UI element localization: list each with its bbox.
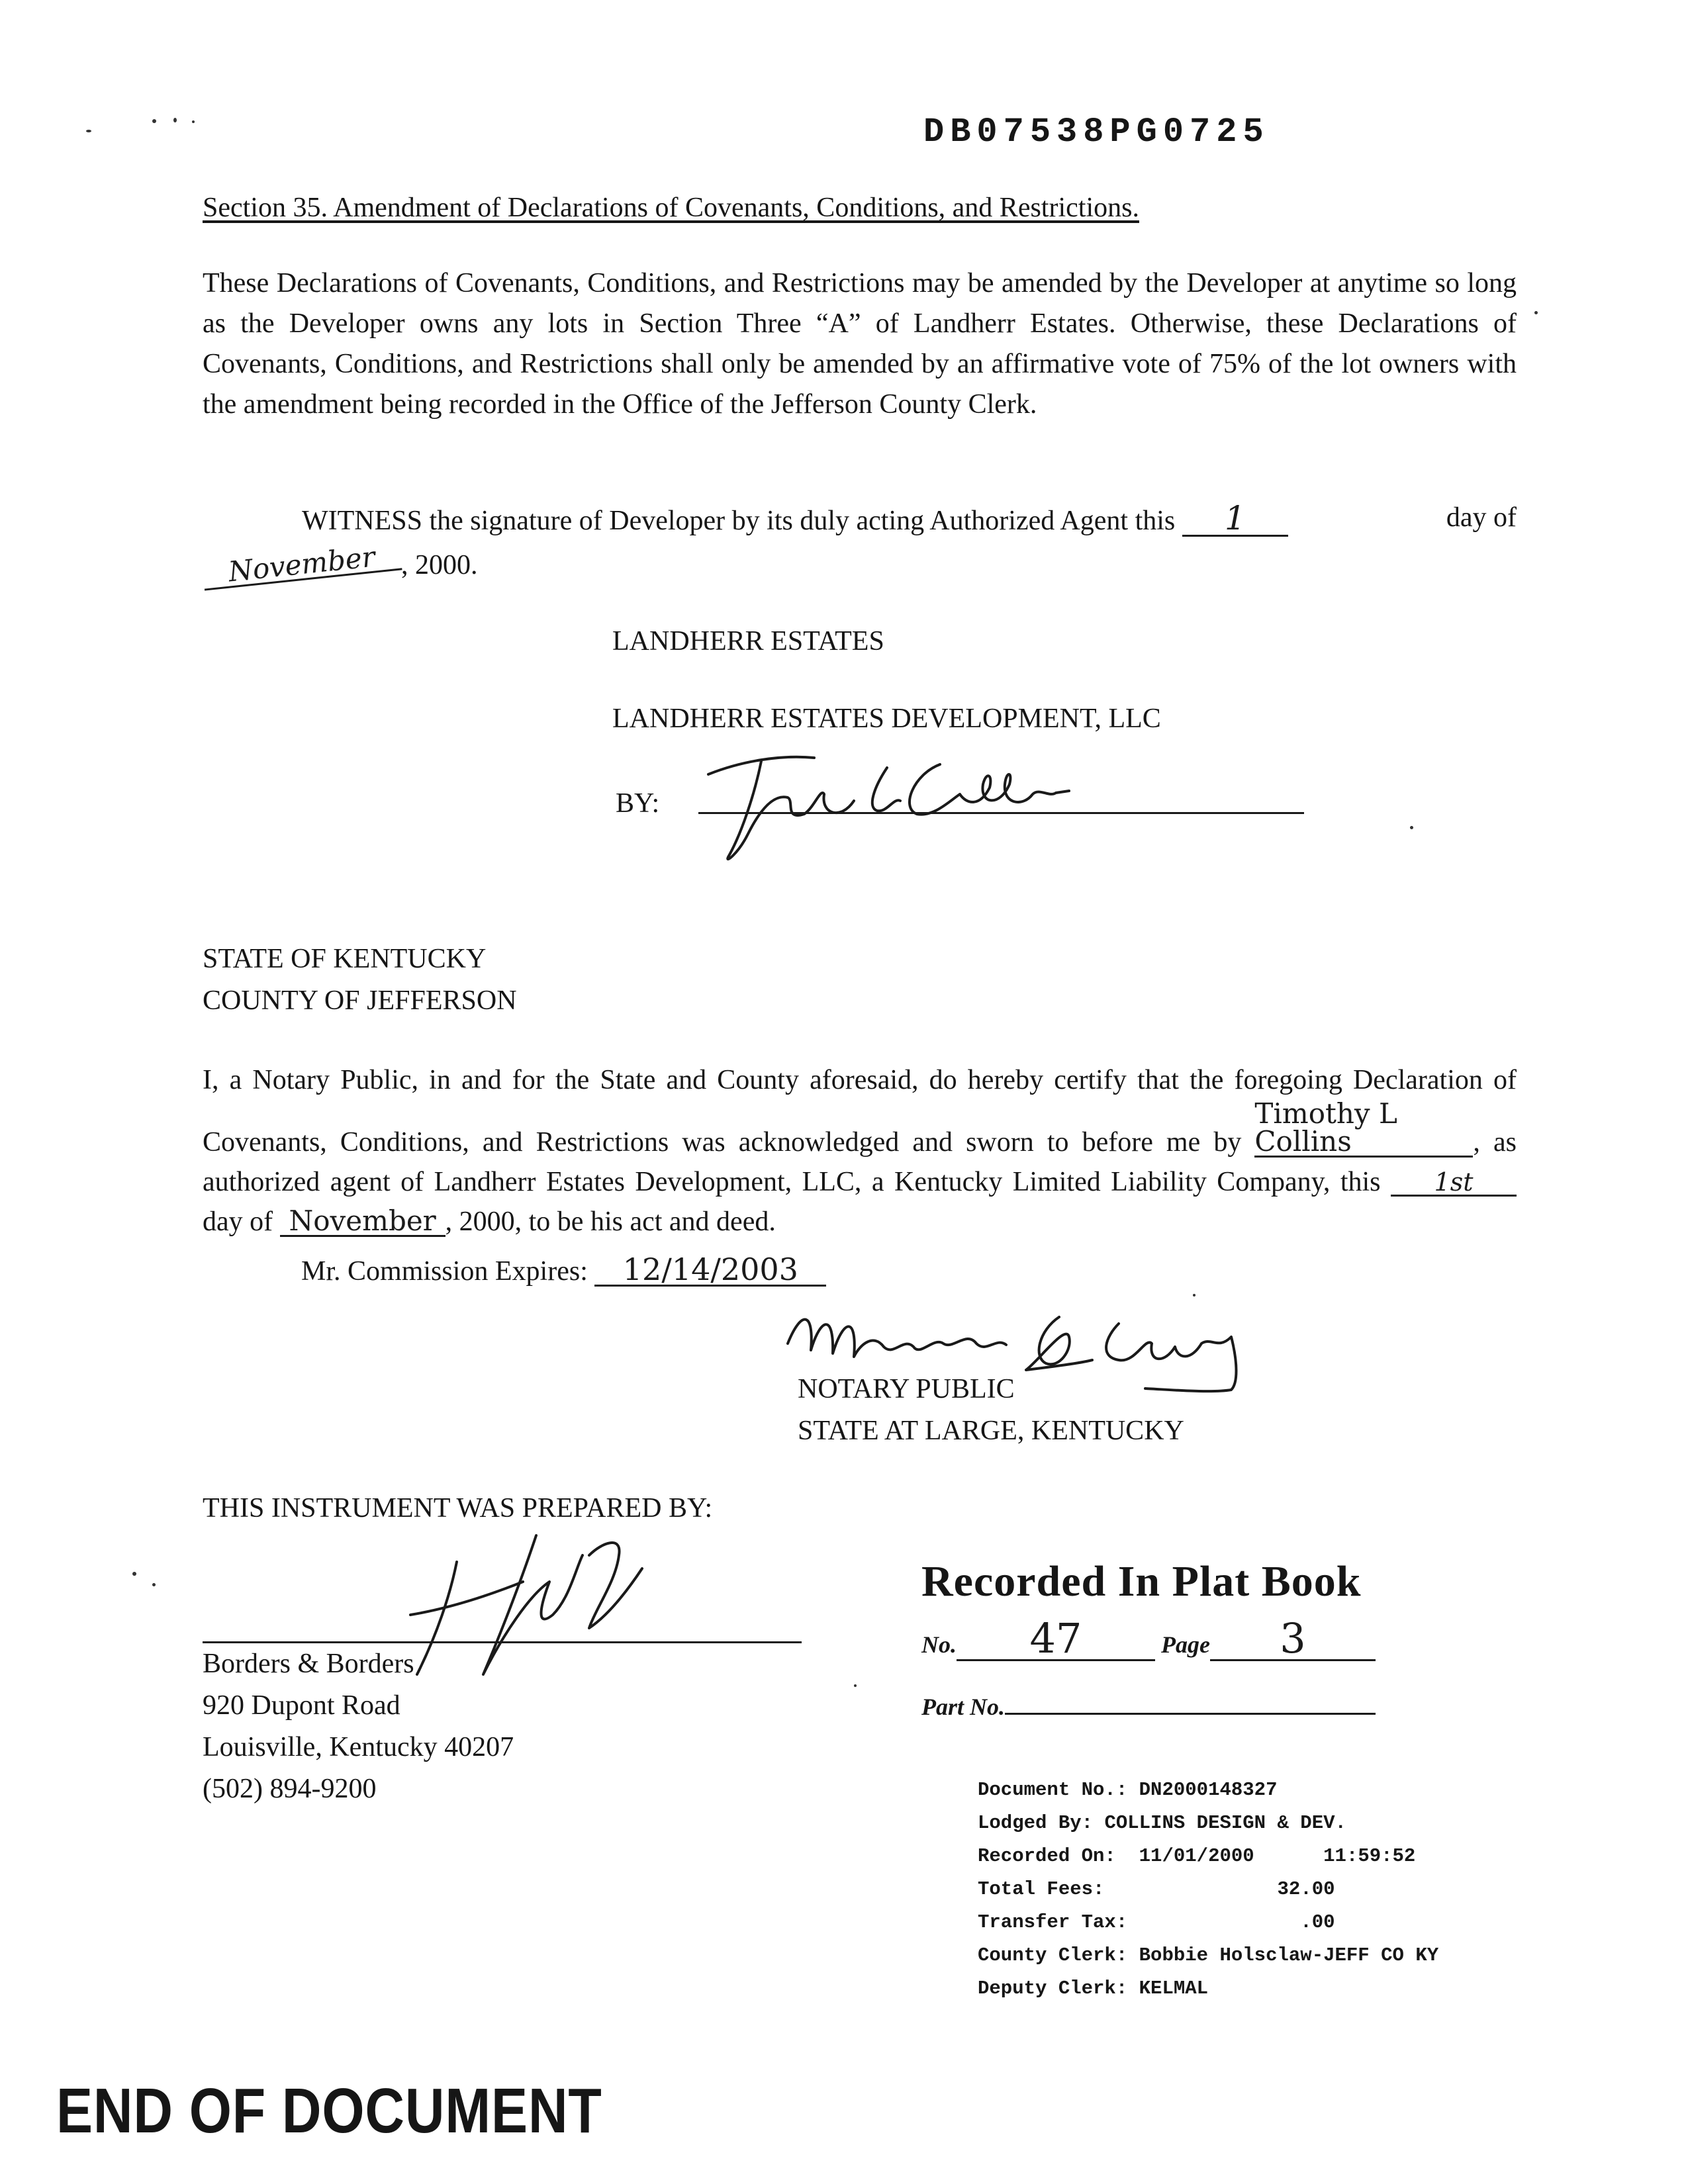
preparer-address: 920 Dupont Road <box>203 1690 400 1721</box>
recorded-stamp-title: Recorded In Plat Book <box>921 1557 1362 1606</box>
stamp-page-label: Page <box>1161 1631 1210 1658</box>
stamp-no-value: 47 <box>957 1618 1155 1661</box>
developer-company-name: LANDHERR ESTATES DEVELOPMENT, LLC <box>612 704 1161 734</box>
notary-text-2: , as authorized agent of Landherr Estates Development, LLC, a Kentucky Limited Liability Company, this <box>203 1127 1517 1197</box>
witness-clause <box>203 499 1517 537</box>
section-heading: Section 35. Amendment of Declarations of Covenants, Conditions, and Restrictions. <box>203 193 1139 223</box>
recorded-stamp-numbers <box>921 1614 1376 1662</box>
end-of-document-label: END OF DOCUMENT <box>56 2075 602 2146</box>
stamp-no-label: No. <box>921 1631 957 1658</box>
witness-date-line <box>203 540 478 588</box>
estates-name: LANDHERR ESTATES <box>612 626 884 657</box>
notary-text-1: I, a Notary Public, in and for the State and County aforesaid, do hereby certify that the foregoing Declaration of Covenants, Conditions, and Restrictions was acknowledged and sworn to before me by <box>203 1065 1517 1158</box>
notary-text-4: , 2000, to be his act and deed. <box>445 1206 776 1237</box>
notary-certificate <box>203 1060 1517 1242</box>
developer-signature <box>688 735 1086 867</box>
receipt-county-clerk: County Clerk: Bobbie Holsclaw-JEFF CO KY <box>978 1944 1439 1966</box>
receipt-transfer-tax: Transfer Tax: .00 <box>978 1911 1335 1933</box>
scan-speck <box>192 120 195 123</box>
notary-state: STATE OF KENTUCKY <box>203 944 487 974</box>
preparer-signature <box>371 1516 675 1688</box>
scan-speck <box>152 119 156 123</box>
preparer-city: Louisville, Kentucky 40207 <box>203 1732 514 1762</box>
scan-speck <box>1534 311 1538 314</box>
recording-receipt <box>978 1774 1438 2005</box>
notary-month: November <box>280 1207 445 1237</box>
scan-speck <box>1410 826 1413 829</box>
notary-public-title: NOTARY PUBLIC <box>798 1374 1015 1404</box>
preparer-name: Borders & Borders <box>203 1649 414 1679</box>
by-label: BY: <box>616 788 660 819</box>
scan-speck <box>173 118 177 122</box>
notary-text-3: day of <box>203 1206 273 1237</box>
scan-speck <box>854 1684 857 1687</box>
section-body: These Declarations of Covenants, Conditions, and Restrictions may be amended by the Developer at anytime so long as the Developer owns any lots in Section Three “A” of Landherr Estates. Otherwise, these Declarations of Covenants, Conditions, and Restrictions shall only be amended by an affirmative vote of 75% of the lot owners with the amendment being recorded in the Office of the Jefferson County Clerk. <box>203 268 1517 420</box>
receipt-recorded-on: Recorded On: 11/01/2000 11:59:52 <box>978 1845 1416 1867</box>
commission-line <box>301 1251 826 1287</box>
witness-month: November <box>201 540 402 590</box>
scan-speck <box>1193 1294 1196 1297</box>
notary-day: 1st <box>1391 1169 1517 1197</box>
preparer-signature-line <box>203 1641 802 1643</box>
stamp-page-value: 3 <box>1210 1618 1376 1661</box>
notary-agent-name: Timothy L Collins <box>1254 1100 1473 1158</box>
witness-text: WITNESS the signature of Developer by its duly acting Authorized Agent this <box>302 506 1176 536</box>
commission-date: 12/14/2003 <box>594 1254 826 1287</box>
notary-county: COUNTY OF JEFFERSON <box>203 985 517 1016</box>
preparer-phone: (502) 894-9200 <box>203 1774 377 1804</box>
stamp-part-label: Part No. <box>921 1694 1005 1720</box>
scan-speck <box>152 1583 156 1586</box>
receipt-deputy-clerk: Deputy Clerk: KELMAL <box>978 1978 1209 1999</box>
book-page-number: DB07538PG0725 <box>923 113 1270 152</box>
receipt-document-no: Document No.: DN2000148327 <box>978 1779 1278 1801</box>
witness-day-of: day of <box>1446 502 1517 533</box>
recorded-stamp-part <box>921 1693 1376 1721</box>
scan-speck <box>86 130 91 132</box>
witness-year: , 2000. <box>401 550 478 580</box>
stamp-part-line <box>1005 1693 1376 1715</box>
prepared-by-label: THIS INSTRUMENT WAS PREPARED BY: <box>203 1493 713 1524</box>
witness-day: 1 <box>1182 502 1288 537</box>
receipt-total-fees: Total Fees: 32.00 <box>978 1878 1335 1900</box>
receipt-lodged-by: Lodged By: COLLINS DESIGN & DEV. <box>978 1812 1346 1834</box>
notary-state-at-large: STATE AT LARGE, KENTUCKY <box>798 1416 1184 1446</box>
commission-label: Mr. Commission Expires: <box>301 1256 588 1287</box>
scan-speck <box>132 1572 136 1576</box>
